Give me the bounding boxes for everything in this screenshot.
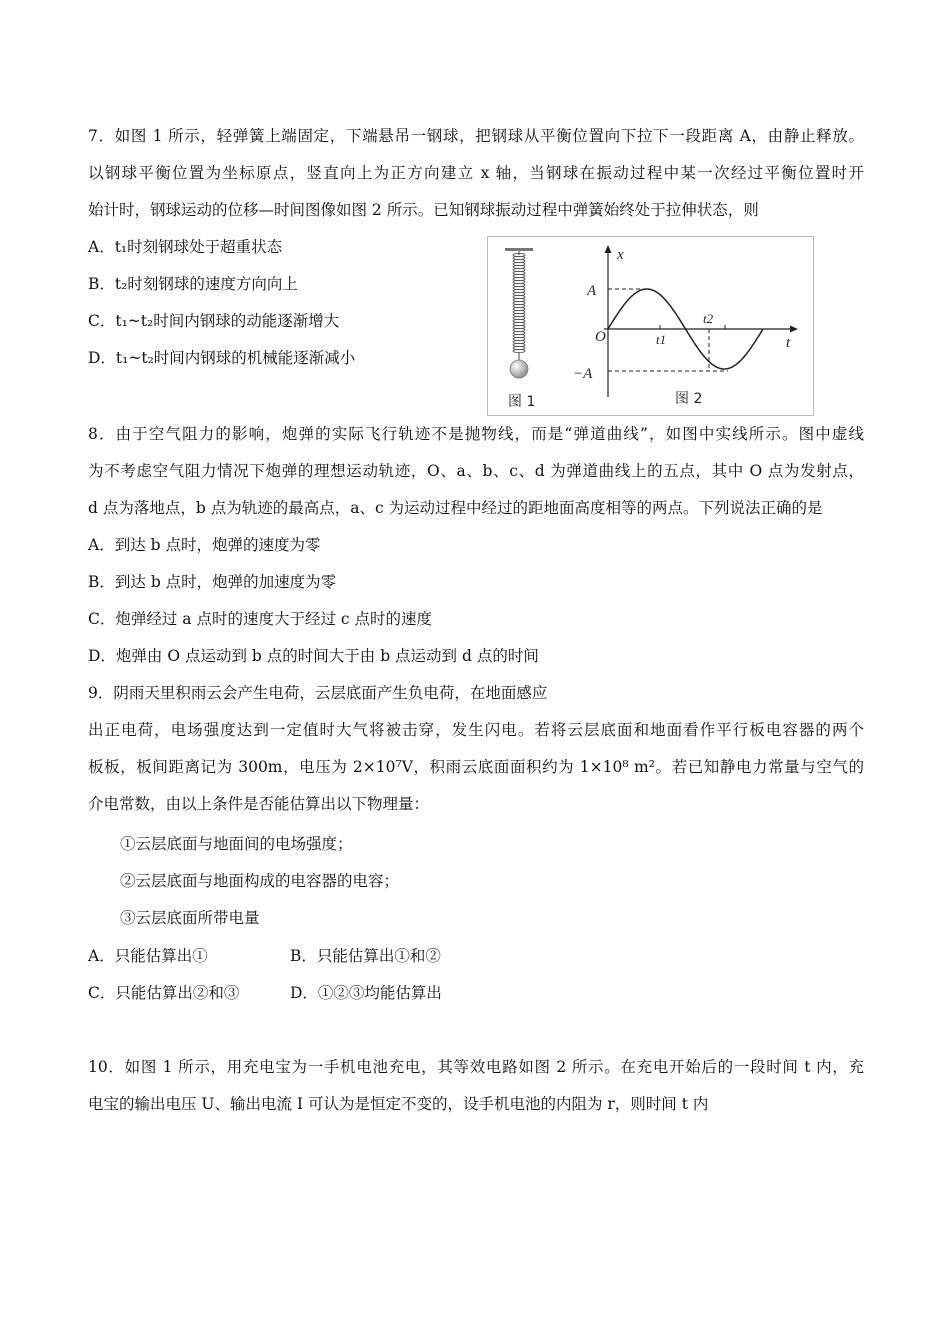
q9-option-b: B．只能估算出①和② [290, 947, 441, 965]
q9-line-2: 出正电荷，电场强度达到一定值时大气将被击穿，发生闪电。若将云层底面和地面看作平行板电容器的两个 [88, 721, 864, 739]
q8-line-2: 为不考虑空气阻力情况下炮弹的理想运动轨迹，O、a、b、c、d 为弹道曲线上的五点，其中 O 点为发射点， [88, 462, 864, 480]
q9-item-1: ①云层底面与地面间的电场强度； [120, 835, 353, 853]
origin-label: O [595, 329, 606, 345]
steel-ball [510, 360, 528, 378]
q9-line-1: 9．阴雨天里积雨云会产生电荷，云层底面产生负电荷，在地面感应 [88, 684, 548, 702]
spring-coils [513, 253, 525, 352]
q7-line-2: 以钢球平衡位置为坐标原点，竖直向上为正方向建立 x 轴，当钢球在振动过程中某一次经过平衡位置时开 [88, 164, 864, 182]
q9-option-c: C．只能估算出②和③ [88, 984, 240, 1002]
q7-figure [487, 236, 814, 416]
q8-option-a: A．到达 b 点时，炮弹的速度为零 [88, 536, 321, 554]
negative-amplitude-label: −A [573, 366, 593, 382]
q9-item-2: ②云层底面与地面构成的电容器的电容； [120, 872, 400, 890]
q8-option-b: B．到达 b 点时，炮弹的加速度为零 [88, 573, 337, 591]
q9-item-3: ③云层底面所带电量 [120, 909, 260, 927]
q8-option-c: C．炮弹经过 a 点时的速度大于经过 c 点时的速度 [88, 610, 432, 628]
q10-line-2: 电宝的输出电压 U、输出电流 I 可认为是恒定不变的，设手机电池的内阻为 r，则时间 t 内 [88, 1095, 709, 1113]
spring-ball-diagram [505, 248, 535, 410]
x-axis-label: x [617, 247, 624, 263]
q7-option-b: B．t₂时刻钢球的速度方向向上 [88, 275, 298, 293]
displacement-time-graph [573, 245, 798, 407]
q9-option-d: D．①②③均能估算出 [290, 984, 442, 1002]
q9-line-4: 介电常数，由以上条件是否能估算出以下物理量： [88, 795, 430, 813]
ceiling-mount [505, 248, 533, 251]
q8-line-1: 8．由于空气阻力的影响，炮弹的实际飞行轨迹不是抛物线，而是“弹道曲线”，如图中实线所示。图中虚线 [88, 425, 864, 443]
q7-option-d: D．t₁~t₂时间内钢球的机械能逐渐减小 [88, 349, 356, 367]
x-axis-arrow [605, 245, 612, 253]
fig1-label: 图 1 [508, 394, 536, 410]
q8-option-d: D．炮弹由 O 点运动到 b 点的时间大于由 b 点运动到 d 点的时间 [88, 647, 539, 665]
q8-line-3: d 点为落地点，b 点为轨迹的最高点，a、c 为运动过程中经过的距地面高度相等的两点。下列说法正确的是 [88, 499, 823, 517]
q7-line-3: 始计时，钢球运动的位移—时间图像如图 2 所示。已知钢球振动过程中弹簧始终处于拉伸状态，则 [88, 201, 759, 219]
q7-line-1: 7．如图 1 所示，轻弹簧上端固定，下端悬吊一钢球，把钢球从平衡位置向下拉下一段距离 A，由静止释放。 [88, 127, 864, 145]
q7-option-c: C．t₁~t₂时间内钢球的动能逐渐增大 [88, 312, 340, 330]
t-axis-label: t [786, 335, 791, 351]
t2-label: t2 [703, 311, 714, 326]
amplitude-label: A [587, 283, 597, 299]
q7-option-a: A．t₁时刻钢球处于超重状态 [88, 238, 283, 256]
t-axis-arrow [790, 326, 798, 333]
q7-figure-svg [488, 237, 813, 415]
fig2-label: 图 2 [675, 391, 703, 407]
q9-option-a: A．只能估算出① [88, 947, 208, 965]
q10-line-1: 10．如图 1 所示，用充电宝为一手机电池充电，其等效电路如图 2 所示。在充电开始后的一段时间 t 内，充 [88, 1058, 864, 1076]
t1-label: t1 [656, 332, 667, 347]
q9-line-3: 板板，板间距离记为 300m，电压为 2×10⁷V，积雨云底面面积约为 1×10⁸ m²。若已知静电力常量与空气的 [88, 758, 864, 776]
